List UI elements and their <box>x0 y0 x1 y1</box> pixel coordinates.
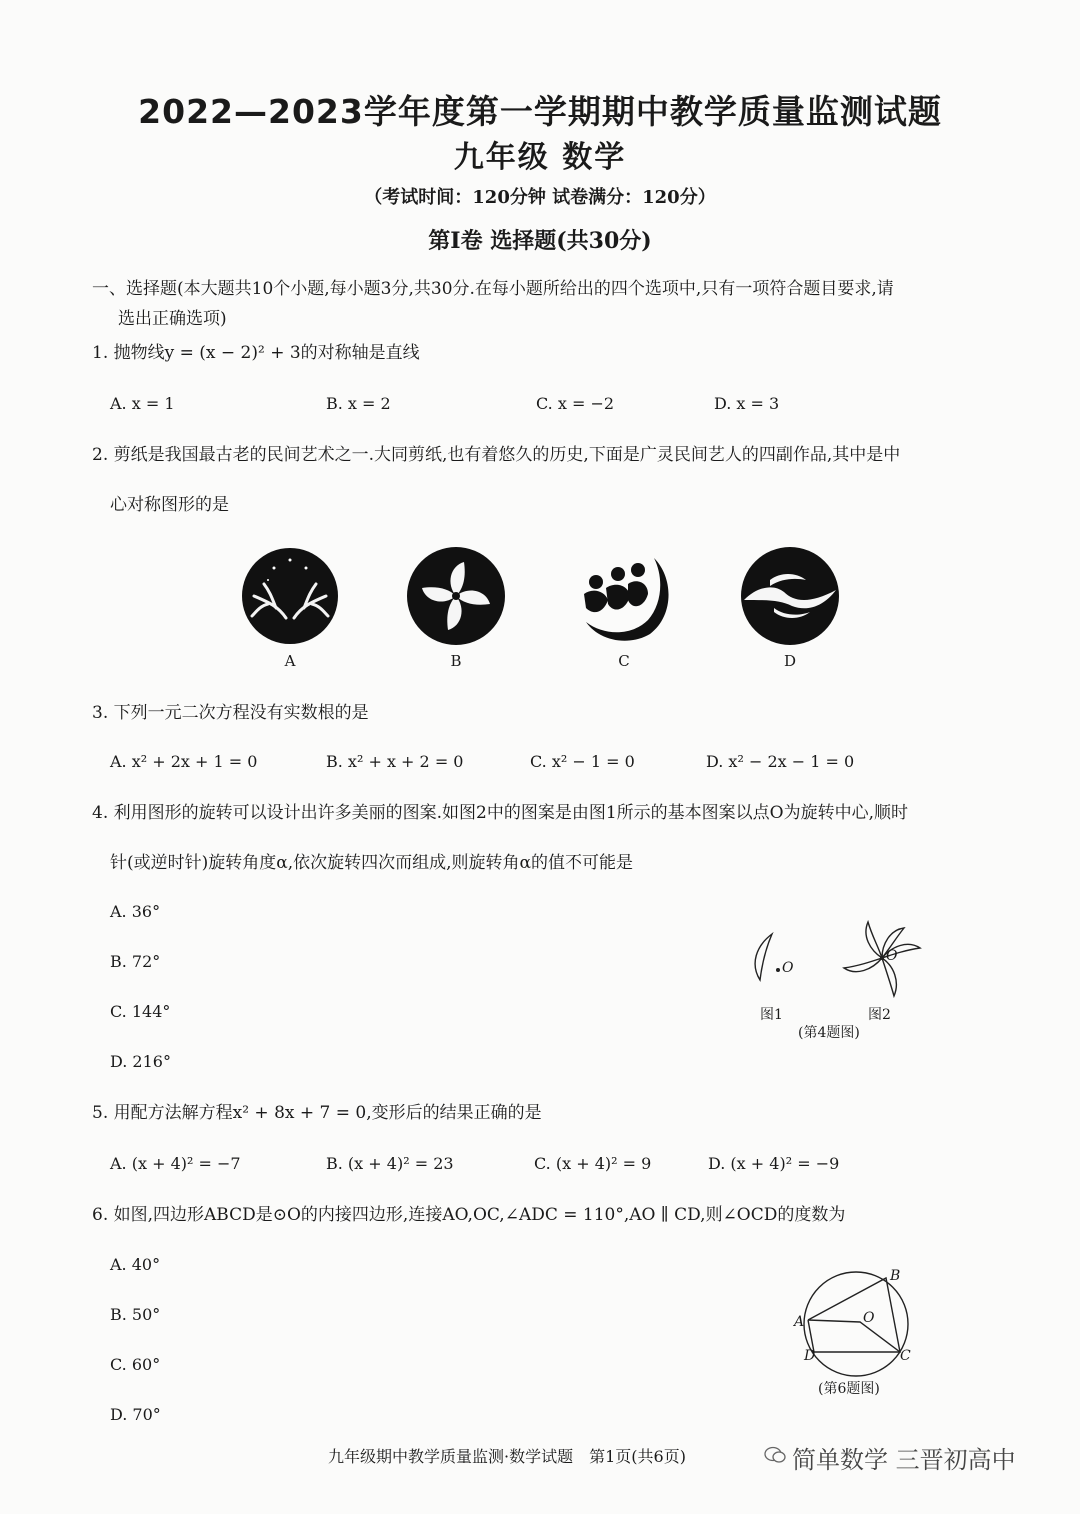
q5-option-c: C. (x + 4)² = 9 <box>534 1154 652 1173</box>
q4-figure2-label: 图2 <box>868 1007 891 1023</box>
q4-stem-line1: 4. 利用图形的旋转可以设计出许多美丽的图案.如图2中的图案是由图1所示的基本图案以点O为旋转中心,顺时 <box>92 803 908 823</box>
q6-stem: 6. 如图,四边形ABCD是⊙O的内接四边形,连接AO,OC,∠ADC = 110°,AO ∥ CD,则∠OCD的度数为 <box>92 1205 846 1225</box>
q6-point-o: O <box>863 1310 875 1326</box>
papercut-c-image <box>574 546 674 646</box>
q4-figure2-pinwheel <box>842 918 922 1000</box>
papercut-label-a: A <box>284 652 296 670</box>
q1-stem: 1. 抛物线y = (x − 2)² + 3的对称轴是直线 <box>92 343 420 363</box>
q6-option-c: C. 60° <box>110 1355 161 1374</box>
papercut-d-image <box>740 546 840 646</box>
q4-figure1-label: 图1 <box>760 1007 783 1023</box>
watermark-text: 简单数学 三晋初高中 <box>792 1446 1016 1474</box>
page-footer: 九年级期中教学质量监测·数学试题 第1页(共6页) <box>328 1447 686 1466</box>
q3-option-d: D. x² − 2x − 1 = 0 <box>706 752 855 771</box>
q4-figure1-point-o: O <box>782 960 794 976</box>
q6-figure-caption: (第6题图) <box>818 1381 880 1397</box>
section-title: 第Ⅰ卷 选择题(共30分) <box>428 228 652 254</box>
q5-option-d: D. (x + 4)² = −9 <box>708 1154 840 1173</box>
q2-stem-line2: 心对称图形的是 <box>110 495 229 515</box>
q3-stem: 3. 下列一元二次方程没有实数根的是 <box>92 703 369 723</box>
papercut-label-c: C <box>618 652 630 670</box>
q4-stem-line2: 针(或逆时针)旋转角度α,依次旋转四次而组成,则旋转角α的值不可能是 <box>110 853 634 873</box>
papercut-a-image <box>240 546 340 646</box>
q4-option-c: C. 144° <box>110 1002 171 1021</box>
q1-option-a: A. x = 1 <box>110 394 175 413</box>
q6-circle-figure <box>800 1268 912 1380</box>
wechat-icon <box>764 1446 786 1464</box>
papercut-label-d: D <box>783 652 797 670</box>
part1-instruction-line2: 选出正确选项) <box>118 309 227 329</box>
q1-option-d: D. x = 3 <box>714 394 780 413</box>
q6-point-b: B <box>890 1268 901 1284</box>
q1-option-c: C. x = −2 <box>536 394 615 413</box>
q4-option-d: D. 216° <box>110 1052 171 1071</box>
q5-option-b: B. (x + 4)² = 23 <box>326 1154 454 1173</box>
q3-option-c: C. x² − 1 = 0 <box>530 752 635 771</box>
exam-subtitle: 九年级 数学 <box>453 140 627 175</box>
q3-option-b: B. x² + x + 2 = 0 <box>326 752 464 771</box>
q6-point-a: A <box>794 1314 805 1330</box>
q6-point-d: D <box>804 1348 816 1364</box>
part1-instruction-line1: 一、选择题(本大题共10个小题,每小题3分,共30分.在每小题所给出的四个选项中,只有一项符合题目要求,请 <box>92 279 894 299</box>
papercut-label-b: B <box>450 652 462 670</box>
q6-option-d: D. 70° <box>110 1405 161 1424</box>
q4-option-b: B. 72° <box>110 952 161 971</box>
papercut-b-image <box>406 546 506 646</box>
q2-stem-line1: 2. 剪纸是我国最古老的民间艺术之一.大同剪纸,也有着悠久的历史,下面是广灵民间艺人的四副作品,其中是中 <box>92 445 901 465</box>
q4-figure2-point-o: O <box>886 948 898 964</box>
q3-option-a: A. x² + 2x + 1 = 0 <box>110 752 258 771</box>
q5-option-a: A. (x + 4)² = −7 <box>110 1154 241 1173</box>
q1-option-b: B. x = 2 <box>326 394 391 413</box>
exam-info: （考试时间：120分钟 试卷满分：120分） <box>364 187 716 208</box>
q5-stem: 5. 用配方法解方程x² + 8x + 7 = 0,变形后的结果正确的是 <box>92 1103 542 1123</box>
q4-figure1-petal <box>748 930 798 986</box>
exam-title: 2022—2023学年度第一学期期中教学质量监测试题 <box>138 92 942 131</box>
q6-option-a: A. 40° <box>110 1255 161 1274</box>
q4-option-a: A. 36° <box>110 902 161 921</box>
q4-figure-caption: (第4题图) <box>798 1025 860 1041</box>
q6-option-b: B. 50° <box>110 1305 161 1324</box>
q6-point-c: C <box>900 1348 911 1364</box>
